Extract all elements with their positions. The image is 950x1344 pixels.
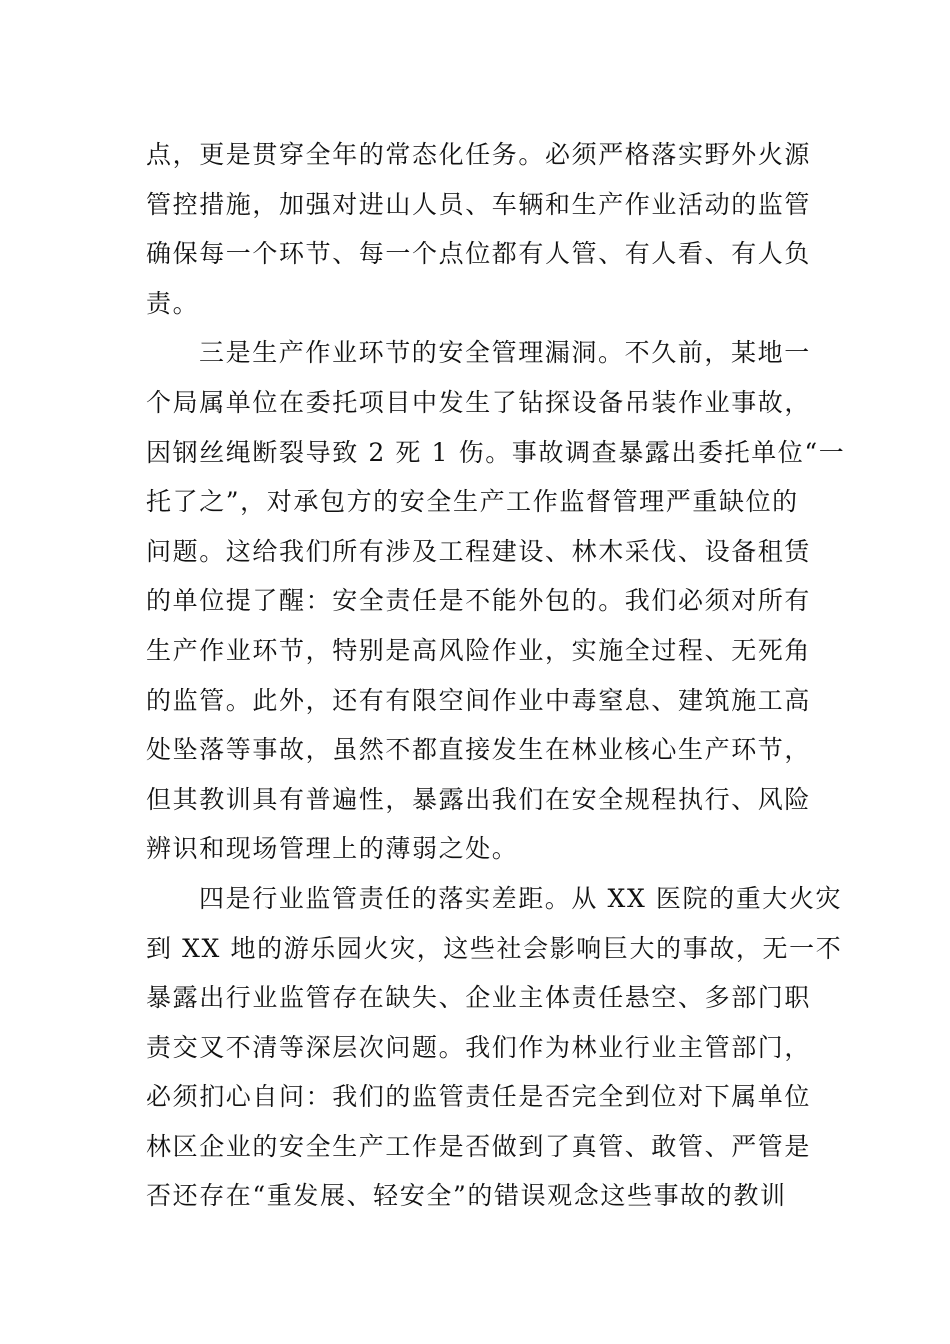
paragraph-start-line: 四是行业监管责任的落实差距。从 XX 医院的重大火灾 [199,883,843,913]
text-line: 辨识和现场管理上的薄弱之处。 [146,834,519,864]
text-line: 的单位提了醒：安全责任是不能外包的。我们必须对所有 [146,586,812,616]
text-line: 责。 [146,288,200,318]
text-line: 托了之”，对承包方的安全生产工作监督管理严重缺位的 [146,487,799,517]
text-line: 点，更是贯穿全年的常态化任务。必须严格落实野外火源 [146,140,812,169]
text-line: 问题。这给我们所有涉及工程建设、林木采伐、设备租赁 [146,536,812,566]
text-line: 责交叉不清等深层次问题。我们作为林业行业主管部门， [146,1032,812,1062]
text-line: 的监管。此外，还有有限空间作业中毒窒息、建筑施工高 [146,685,812,715]
text-line: 因钢丝绳断裂导致 2 死 1 伤。事故调查暴露出委托单位“一 [146,437,846,467]
text-line: 处坠落等事故，虽然不都直接发生在林业核心生产环节， [146,735,812,765]
text-line: 但其教训具有普遍性，暴露出我们在安全规程执行、风险 [146,784,812,814]
text-line: 否还存在“重发展、轻安全”的错误观念这些事故的教训 [146,1181,787,1211]
text-line: 生产作业环节，特别是高风险作业，实施全过程、无死角 [146,635,812,665]
text-line: 管控措施，加强对进山人员、车辆和生产作业活动的监管 [146,189,812,219]
text-line: 必须扪心自问：我们的监管责任是否完全到位对下属单位 [146,1082,812,1112]
paragraph-start-line: 三是生产作业环节的安全管理漏洞。不久前，某地一 [199,338,811,368]
body-text [146,130,846,1221]
text-line: 林区企业的安全生产工作是否做到了真管、敢管、严管是 [146,1131,812,1161]
text-line: 到 XX 地的游乐园火灾，这些社会影响巨大的事故，无一不 [146,933,843,963]
text-line: 暴露出行业监管存在缺失、企业主体责任悬空、多部门职 [146,983,812,1013]
text-line: 个局属单位在委托项目中发生了钻探设备吊装作业事故， [146,387,812,417]
text-line: 确保每一个环节、每一个点位都有人管、有人看、有人负 [146,239,812,269]
